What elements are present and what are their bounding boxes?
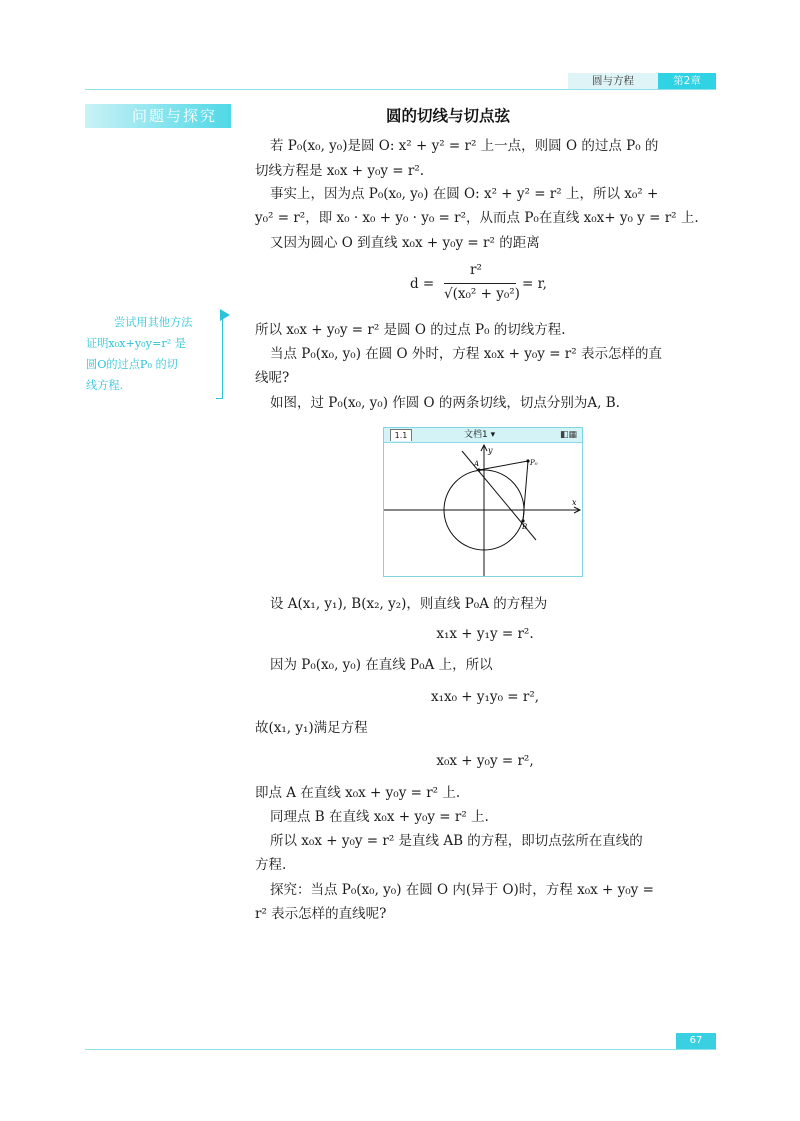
point-a [477, 468, 480, 471]
battery-icon: ◧▦ [560, 430, 578, 440]
formula-rhs: = r, [522, 276, 547, 292]
paragraph-line: 所以 x₀x + y₀y = r² 是直线 AB 的方程，即切点弦所在直线的 [270, 833, 643, 849]
tangent-p0b [523, 461, 528, 521]
side-note-line: 线方程. [86, 379, 124, 392]
footer-divider [85, 1049, 716, 1050]
side-note-bracket [216, 318, 223, 399]
calculator-screenshot [383, 427, 583, 577]
side-note-line: 尝试用其他方法 [114, 316, 193, 329]
paragraph-line: 若 P₀(x₀, y₀)是圆 O: x² + y² = r² 上一点，则圆 O 的过点 P₀ 的 [270, 138, 659, 154]
running-header [568, 73, 716, 89]
fraction-bar [444, 283, 516, 284]
paragraph-line: 同理点 B 在直线 x₀x + y₀y = r² 上. [270, 809, 489, 825]
paragraph-line: 又因为圆心 O 到直线 x₀x + y₀y = r² 的距离 [270, 235, 540, 251]
side-note [86, 312, 218, 396]
paragraph-line: 设 A(x₁, y₁), B(x₂, y₂)，则直线 P₀A 的方程为 [270, 596, 548, 612]
equation: x₁x₀ + y₁y₀ = r², [430, 689, 540, 705]
label-p0: P₀ [530, 459, 538, 467]
distance-formula [410, 260, 570, 310]
page-title: 圆的切线与切点弦 [386, 107, 511, 125]
equation: x₁x + y₁y = r². [436, 626, 534, 642]
section-label: 问题与探究 [85, 104, 231, 128]
paragraph-line: 事实上，因为点 P₀(x₀, y₀) 在圆 O: x² + y² = r² 上，所以 x₀² + [270, 186, 659, 202]
formula-denominator: √(x₀² + y₀²) [444, 286, 520, 302]
paragraph-line: 因为 P₀(x₀, y₀) 在直线 P₀A 上，所以 [270, 657, 493, 673]
label-x: x [572, 498, 577, 507]
formula-numerator: r² [470, 262, 482, 278]
side-note-line: 圆O的过点P₀ 的切 [86, 358, 178, 371]
paragraph-line: 故(x₁, y₁)满足方程 [255, 720, 368, 736]
paragraph-line: 方程. [255, 857, 287, 873]
paragraph-line: 即点 A 在直线 x₀x + y₀y = r² 上. [255, 785, 461, 801]
header-divider [85, 89, 716, 90]
screenshot-doc-title: 文档1 ▾ [464, 430, 496, 440]
label-b: B [522, 523, 528, 531]
side-note-arrow-icon [220, 309, 230, 321]
label-a: A [474, 460, 480, 468]
paragraph-line: 探究：当点 P₀(x₀, y₀) 在圆 O 内(异于 O)时，方程 x₀x + y₀y = [270, 882, 654, 898]
tangent-p0a [479, 461, 528, 470]
page-number: 67 [676, 1033, 716, 1049]
header-section: 圆与方程 [568, 73, 658, 89]
paragraph-line: 线呢? [255, 370, 290, 386]
paragraph-line: y₀² = r²，即 x₀ · x₀ + y₀ · y₀ = r²，从而点 P₀在直线 x₀x+ y₀ y = r² 上. [255, 210, 699, 226]
equation: x₀x + y₀y = r², [436, 753, 534, 769]
header-chapter: 第2章 [658, 73, 716, 89]
label-y: y [488, 446, 493, 455]
formula-lhs: d = [410, 276, 435, 292]
side-note-line: 证明x₀x+y₀y=r² 是 [86, 337, 186, 350]
screenshot-toolbar [384, 428, 582, 443]
tangent-diagram [384, 443, 582, 576]
paragraph-line: r² 表示怎样的直线呢? [255, 906, 387, 922]
screenshot-tab: 1.1 [390, 429, 412, 441]
paragraph-line: 切线方程是 x₀x + y₀y = r². [255, 163, 425, 179]
paragraph-line: 如图，过 P₀(x₀, y₀) 作圆 O 的两条切线，切点分别为A, B. [270, 395, 620, 411]
paragraph-line: 当点 P₀(x₀, y₀) 在圆 O 外时，方程 x₀x + y₀y = r² 表示怎样的直 [270, 346, 662, 362]
paragraph-line: 所以 x₀x + y₀y = r² 是圆 O 的过点 P₀ 的切线方程. [255, 322, 566, 338]
